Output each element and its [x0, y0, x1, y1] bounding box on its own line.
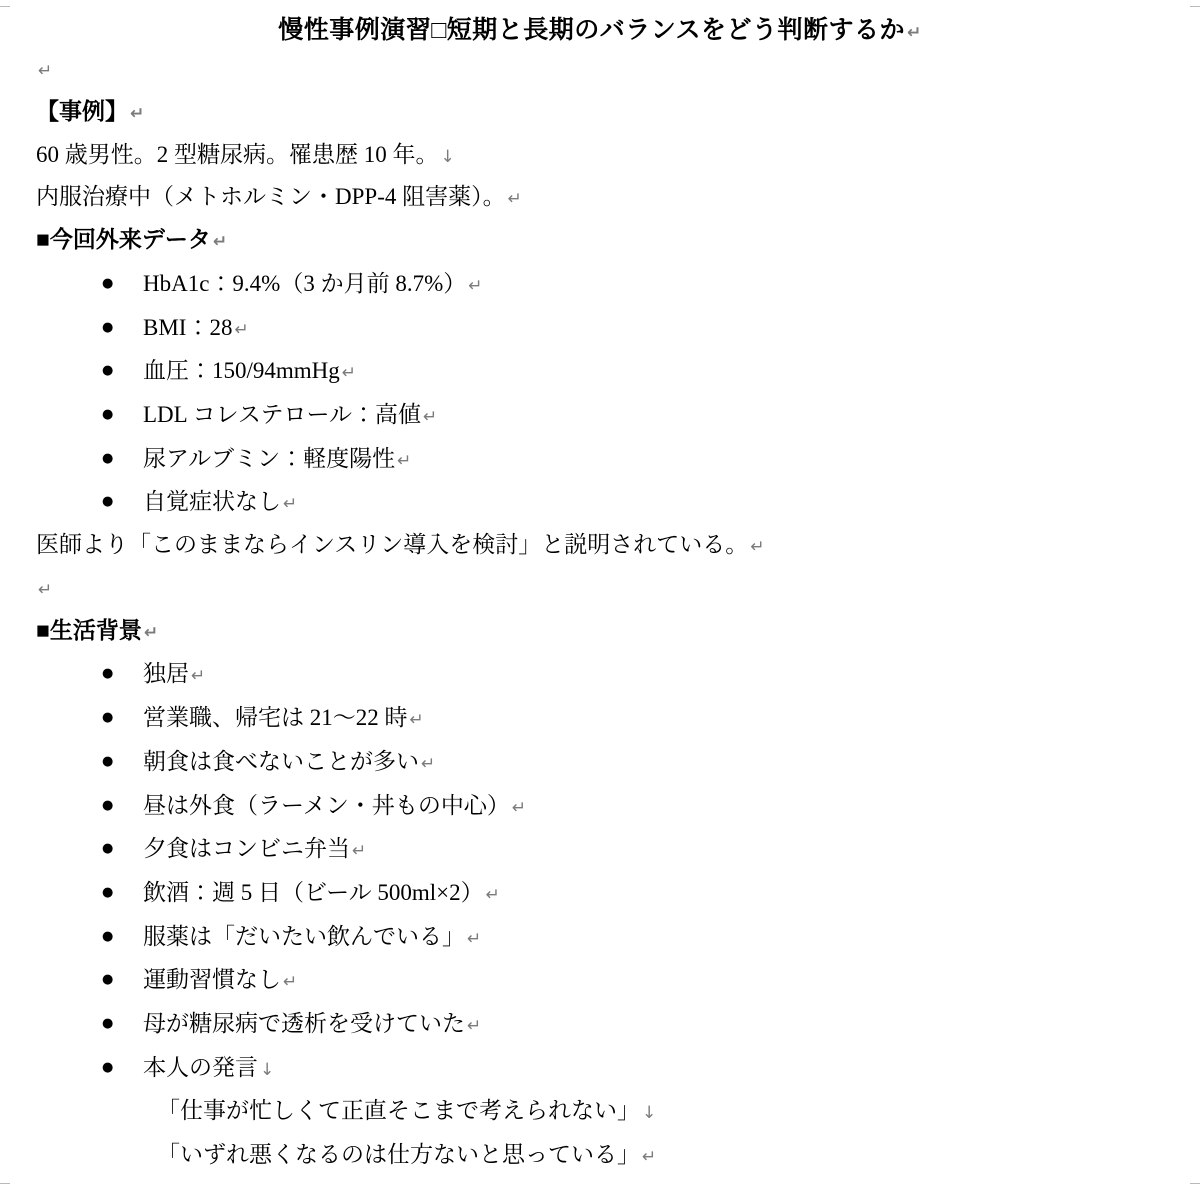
list-item	[30, 1002, 1170, 1046]
list-item-text: BMI：28	[143, 314, 233, 340]
document-title-text: 慢性事例演習□短期と長期のバランスをどう判断するか	[278, 17, 906, 44]
list-item	[30, 871, 1170, 915]
list-item-text: 本人の発言	[143, 1054, 258, 1080]
paragraph-mark-icon: ↵	[283, 972, 298, 993]
paragraph-mark-icon: ↵	[38, 60, 53, 81]
paragraph-mark-icon: ↵	[907, 23, 922, 43]
list-item	[30, 958, 1170, 1002]
paragraph-mark-icon: ↵	[397, 450, 412, 471]
line-break-mark-icon: ↓	[260, 1059, 275, 1080]
paragraph-mark-icon: ↵	[750, 536, 765, 557]
section-heading-outpatient-data-text: ■今回外来データ	[36, 227, 211, 253]
paragraph-mark-icon: ↵	[467, 928, 482, 949]
list-item-text: 営業職、帰宅は 21〜22 時	[143, 705, 408, 731]
list-item-text: 自覚症状なし	[143, 489, 281, 515]
paragraph-mark-icon: ↵	[234, 319, 249, 340]
list-item-text: 夕食はコンビニ弁当	[143, 836, 350, 862]
paragraph-mark-icon: ↵	[409, 710, 424, 731]
list-item	[30, 480, 1170, 524]
list-item-text: 独居	[143, 661, 189, 687]
document-title	[30, 14, 1170, 48]
list-item-text: 昼は外食（ラーメン・丼もの中心）	[143, 792, 510, 818]
case-paragraph-1	[30, 134, 1170, 177]
margin-mark-bottom-right	[1190, 1183, 1200, 1184]
paragraph-mark-icon: ↵	[468, 275, 483, 296]
doctor-explanation-paragraph	[30, 524, 1170, 567]
list-item-text: 血圧：150/94mmHg	[143, 358, 340, 384]
case-paragraph-2-text: 内服治療中（メトホルミン・DPP-4 阻害薬）。	[36, 184, 506, 210]
section-heading-case-text: 【事例】	[36, 98, 128, 124]
list-item	[30, 915, 1170, 959]
section-heading-life-background	[30, 610, 1170, 653]
patient-quote-line-1-text: 「仕事が忙しくて正直そこまで考えられない」	[157, 1098, 640, 1124]
outpatient-data-list	[30, 262, 1170, 524]
list-item-text: HbA1c：9.4%（3 か月前 8.7%）	[143, 270, 467, 296]
patient-quote-line-1	[143, 1089, 1170, 1133]
list-item	[30, 437, 1170, 481]
list-item	[30, 262, 1170, 306]
paragraph-mark-icon: ↵	[421, 753, 436, 774]
doctor-explanation-text: 医師より「このままならインスリン導入を検討」と説明されている。	[36, 531, 749, 557]
list-item	[30, 1046, 1170, 1177]
list-item	[30, 784, 1170, 828]
section-heading-case	[30, 91, 1170, 134]
list-item-text: 母が糖尿病で透析を受けていた	[143, 1010, 465, 1036]
list-item-text: 尿アルブミン：軽度陽性	[143, 445, 396, 471]
list-item	[30, 696, 1170, 740]
margin-mark-top-right	[1190, 6, 1200, 7]
margin-mark-bottom-left	[0, 1183, 10, 1184]
list-item	[30, 393, 1170, 437]
patient-quote-line-2-text: 「いずれ悪くなるのは仕方ないと思っている」	[157, 1142, 640, 1168]
paragraph-mark-icon: ↵	[467, 1015, 482, 1036]
paragraph-mark-icon: ↵	[642, 1147, 657, 1168]
paragraph-mark-icon: ↵	[212, 232, 228, 253]
blank-line	[30, 567, 1170, 610]
list-item-text: 運動習慣なし	[143, 967, 281, 993]
list-item	[30, 652, 1170, 696]
paragraph-mark-icon: ↵	[511, 797, 527, 818]
blank-line	[30, 48, 1170, 91]
section-heading-outpatient-data	[30, 219, 1170, 262]
life-background-list	[30, 652, 1170, 1176]
list-item	[30, 827, 1170, 871]
patient-quote-line-2	[143, 1133, 1170, 1177]
paragraph-mark-icon: ↵	[38, 579, 53, 600]
paragraph-mark-icon: ↵	[191, 666, 206, 687]
paragraph-mark-icon: ↵	[143, 622, 159, 643]
line-break-mark-icon: ↓	[642, 1103, 657, 1124]
case-paragraph-2	[30, 176, 1170, 219]
paragraph-mark-icon: ↵	[283, 494, 298, 515]
paragraph-mark-icon: ↵	[423, 406, 438, 427]
section-heading-life-background-text: ■生活背景	[36, 617, 142, 643]
list-item-text: LDL コレステロール：高値	[143, 401, 421, 427]
paragraph-mark-icon: ↵	[341, 363, 357, 384]
list-item-text: 朝食は食べないことが多い	[143, 748, 419, 774]
case-paragraph-1-text: 60 歳男性。2 型糖尿病。罹患歴 10 年。	[36, 141, 439, 167]
list-item	[30, 306, 1170, 350]
list-item-text: 服薬は「だいたい飲んでいる」	[143, 923, 465, 949]
list-item-text: 飲酒：週 5 日（ビール 500ml×2）	[143, 879, 484, 905]
paragraph-mark-icon: ↵	[352, 841, 367, 862]
paragraph-mark-icon: ↵	[485, 884, 500, 905]
margin-mark-top-left	[0, 6, 10, 7]
line-break-mark-icon: ↓	[440, 146, 455, 167]
list-item	[30, 349, 1170, 393]
paragraph-mark-icon: ↵	[130, 103, 145, 124]
list-item	[30, 740, 1170, 784]
paragraph-mark-icon: ↵	[507, 189, 522, 210]
